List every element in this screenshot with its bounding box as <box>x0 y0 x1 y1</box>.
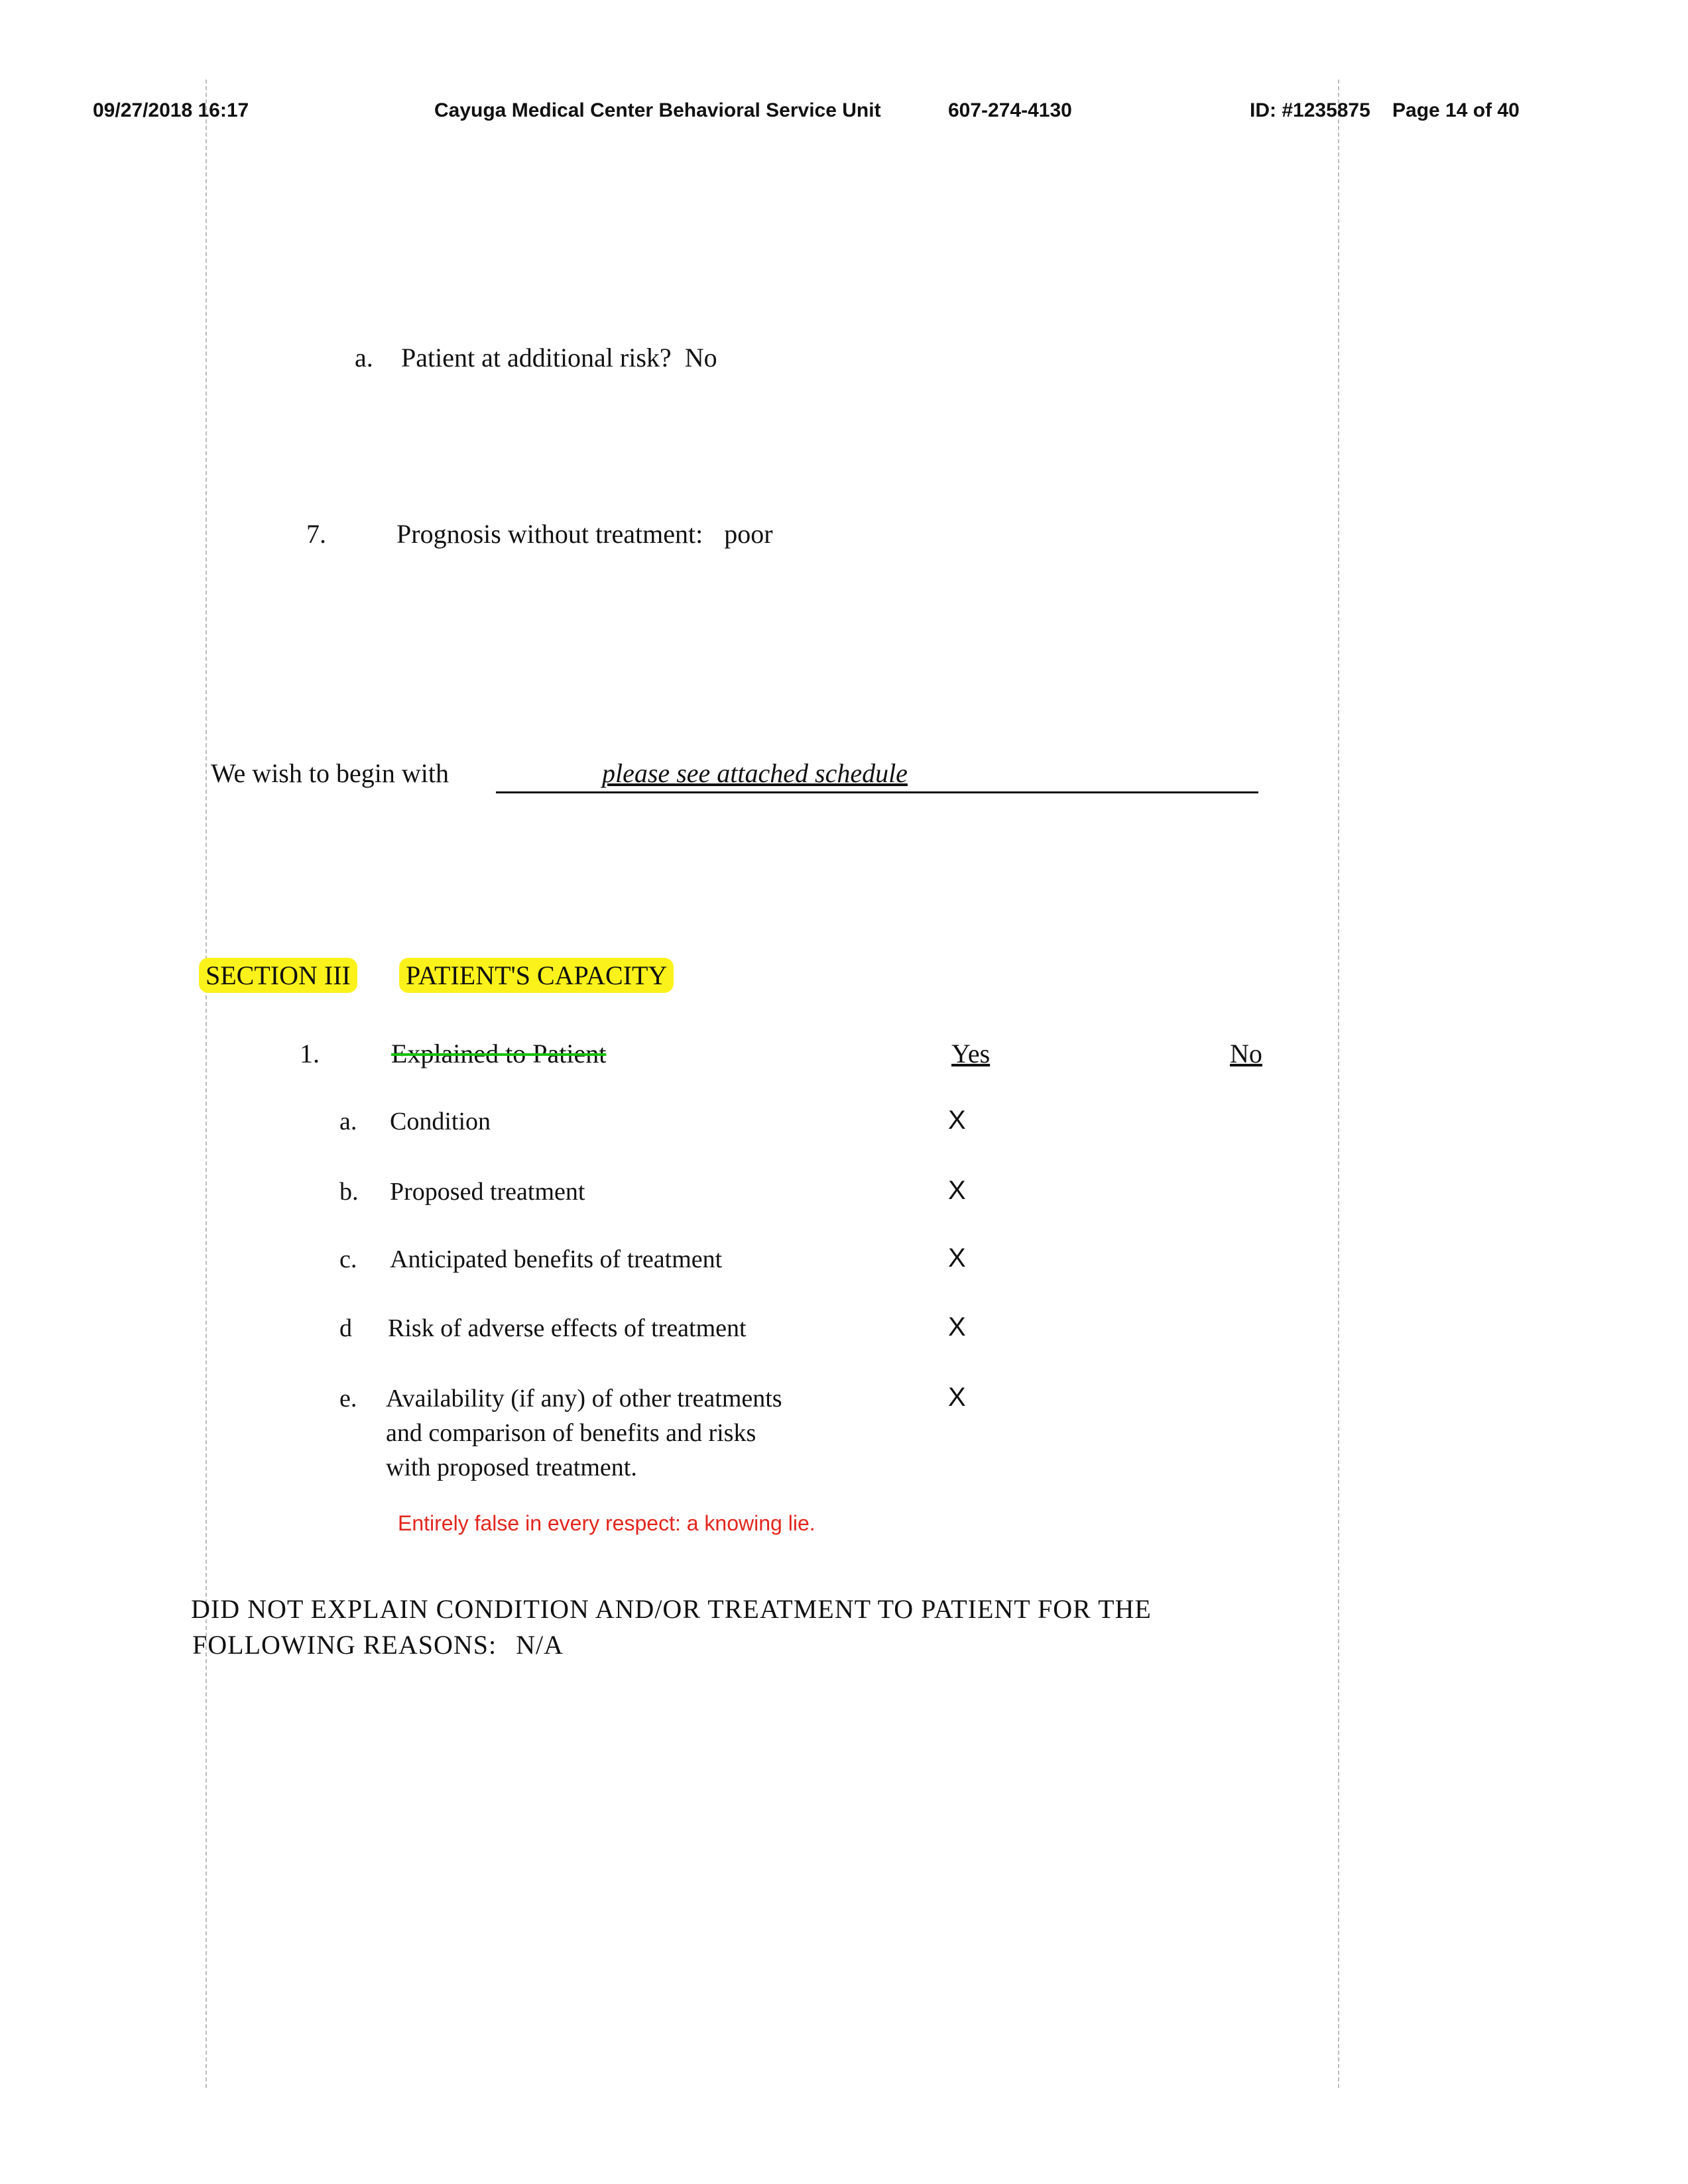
risk-item <box>355 342 717 373</box>
row-text: Anticipated benefits of treatment <box>390 1245 723 1273</box>
row-yes-mark: X <box>948 1383 966 1412</box>
begin-value: please see attached schedule <box>602 758 908 788</box>
row-text-line: Availability (if any) of other treatments <box>386 1385 782 1412</box>
prognosis-label: Prognosis without treatment: <box>396 519 703 549</box>
fax-page: Page 14 of 40 <box>1392 99 1520 121</box>
row-text-line: and comparison of benefits and risks <box>386 1419 756 1447</box>
row-yes-mark: X <box>948 1106 966 1135</box>
row-letter: e. <box>339 1385 357 1412</box>
right-margin-line <box>1338 80 1339 2088</box>
row-text: Risk of adverse effects of treatment <box>388 1314 747 1342</box>
reasons-answer: N/A <box>516 1630 564 1660</box>
begin-underline <box>496 791 1258 793</box>
prognosis-item <box>396 518 773 549</box>
left-margin-line <box>206 80 207 2088</box>
risk-letter: a. <box>355 343 373 373</box>
row-letter: a. <box>339 1108 357 1135</box>
explained-label: Explained to Patient <box>391 1039 607 1068</box>
did-not-explain-line2 <box>192 1629 564 1660</box>
row-yes-mark: X <box>948 1243 966 1273</box>
section-title-highlight: PATIENT'S CAPACITY <box>399 958 674 993</box>
row-yes-mark: X <box>948 1312 966 1342</box>
section-number-highlight: SECTION III <box>199 958 357 993</box>
row-text: Proposed treatment <box>390 1178 585 1206</box>
row-letter: c. <box>339 1245 357 1273</box>
section-title <box>399 960 674 991</box>
did-not-explain-line1: DID NOT EXPLAIN CONDITION AND/OR TREATMENT TO PATIENT FOR THE <box>191 1594 1152 1624</box>
row-text: Condition <box>390 1108 491 1135</box>
row-letter: d <box>339 1314 352 1342</box>
section-label <box>199 960 357 991</box>
fax-id: ID: #1235875 <box>1250 99 1370 121</box>
begin-label: We wish to begin with <box>211 758 449 788</box>
reasons-label: FOLLOWING REASONS: <box>192 1630 497 1660</box>
fax-datetime: 09/27/2018 16:17 <box>93 99 249 121</box>
risk-answer: No <box>684 343 717 373</box>
prognosis-answer: poor <box>724 519 773 549</box>
explained-number: 1. <box>300 1039 320 1068</box>
annotation-note: Entirely false in every respect: a knowing lie. <box>398 1511 815 1535</box>
risk-question: Patient at additional risk? <box>401 343 672 373</box>
row-text-line: with proposed treatment. <box>386 1454 637 1481</box>
col-yes-header: Yes <box>951 1039 991 1068</box>
fax-phone: 607-274-4130 <box>948 99 1072 121</box>
prognosis-number: 7. <box>306 519 326 549</box>
row-yes-mark: X <box>948 1176 966 1205</box>
row-letter: b. <box>339 1178 359 1206</box>
fax-facility: Cayuga Medical Center Behavioral Service Unit <box>434 99 881 121</box>
col-no-header: No <box>1230 1039 1262 1068</box>
